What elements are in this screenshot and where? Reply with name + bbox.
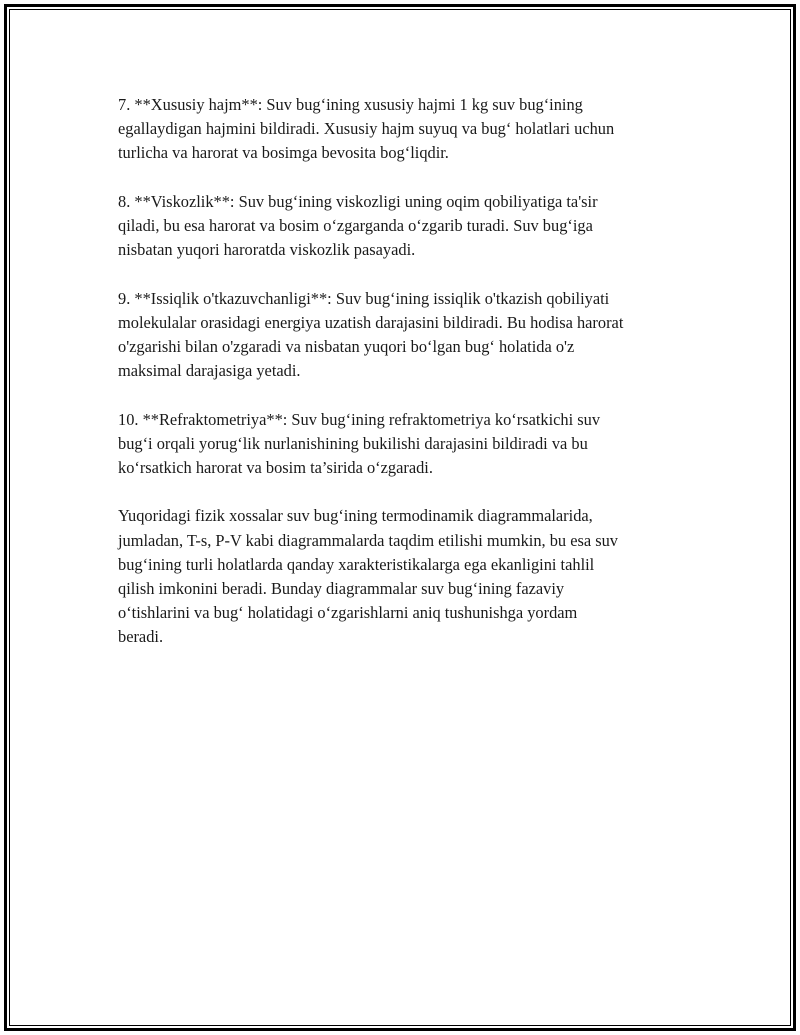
paragraph-specific-volume: 7. **Xususiy hajm**: Suv bug‘ining xususiy hajmi 1 kg suv bug‘ining egallaydigan hajmini bildiradi. Xususiy hajm suyuq va bug‘ holatlari uchun turlicha va harorat va bosimga bevosita bog‘liqdir. [118,95,615,163]
paragraph-thermal-conductivity: 9. **Issiqlik o'tkazuvchanligi**: Suv bug‘ining issiqlik o'tkazish qobiliyati molekulalar orasidagi energiya uzatish darajasini bildiradi. Bu hodisa harorat o'zgarishi bilan o'zgaradi va nisbatan yuqori bo‘lgan bug‘ holatida o'z maksimal darajasiga yetadi. [118,288,624,381]
document-body [118,93,693,674]
paragraph-viscosity: 8. **Viskozlik**: Suv bug‘ining viskozligi uning oqim qobiliyatiga ta'sir qiladi, bu esa harorat va bosim o‘zgarganda o‘zgarib turadi. Suv bug‘iga nisbatan yuqori haroratda viskozlik pasayadi. [118,191,598,260]
paragraph-refractometry: 10. **Refraktometriya**: Suv bug‘ining refraktometriya ko‘rsatkichi suv bug‘i orqali yorug‘lik nurlanishining bukilishi darajasini bildiradi va bu ko‘rsatkich harorat va bosim ta’sirida o‘zgaradi. [118,409,601,477]
paragraph-conclusion: Yuqoridagi fizik xossalar suv bug‘ining termodinamik diagrammalarida, jumladan, T-s, P-V kabi diagrammalarda taqdim etilishi mumkin, bu esa suv bug‘ining turli holatlarda qanday xarakteristikalarga ega ekanligini tahlil qilish imkonini beradi. Bunday diagrammalar suv bug‘ining fazaviy o‘tishlarini va bug‘ holatidagi o‘zgarishlarni aniq tushunishga yordam beradi. [118,506,618,647]
